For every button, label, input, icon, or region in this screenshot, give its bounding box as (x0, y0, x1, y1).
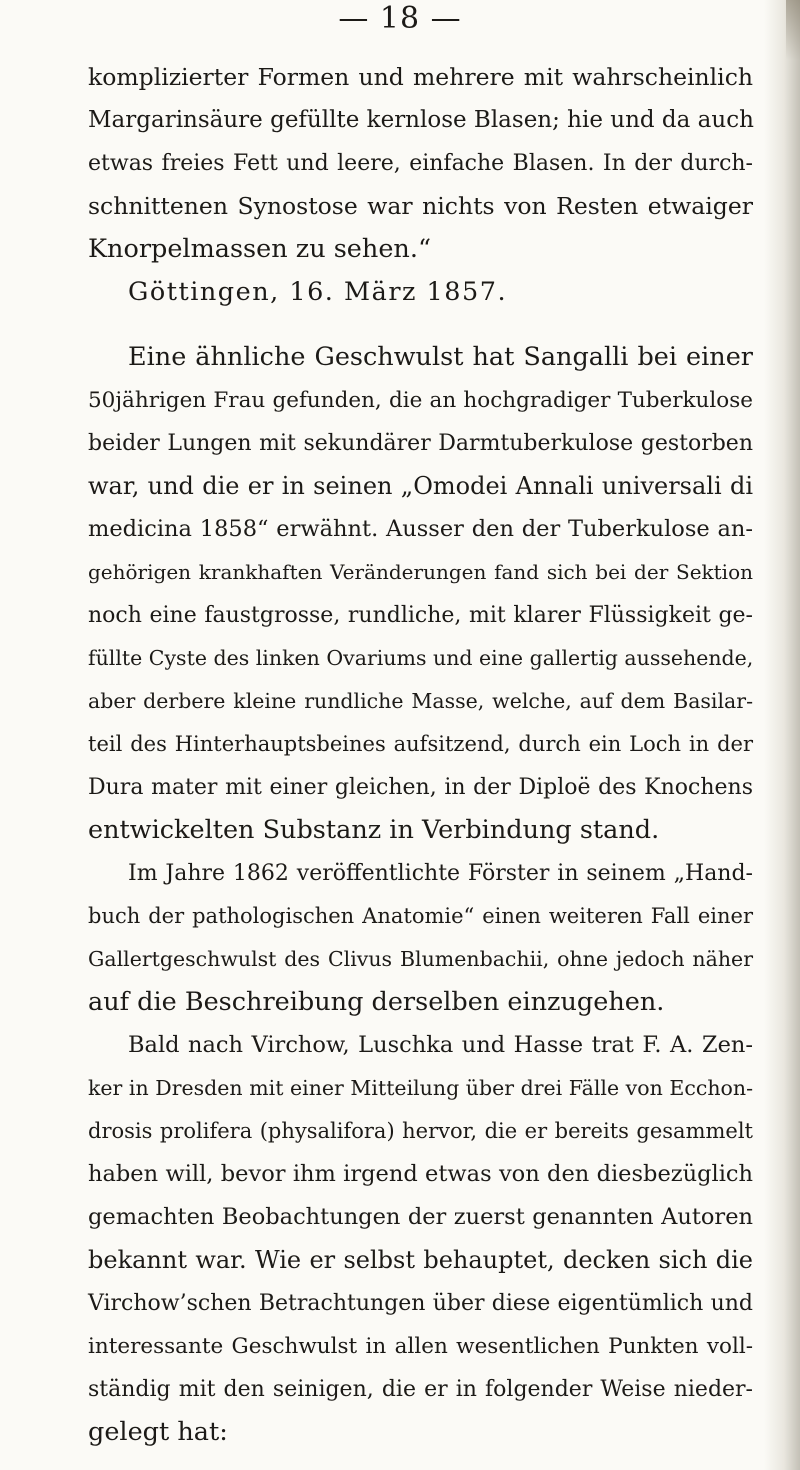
dateline: Göttingen, 16. März 1857. (128, 277, 508, 307)
text-line: haben will, bevor ihm irgend etwas von den diesbezüglich (88, 1161, 753, 1187)
text-line: Margarinsäure gefüllte kernlose Blasen; hie und da auch (88, 107, 754, 133)
text-line: füllte Cyste des linken Ovariums und eine gallertig aussehende, (88, 646, 754, 670)
text-line: interessante Geschwulst in allen wesentlichen Punkten voll- (88, 1334, 753, 1359)
text-line: etwas freies Fett und leere, einfache Blasen. In der durch- (88, 151, 753, 176)
text-line: buch der pathologischen Anatomie“ einen weiteren Fall einer (88, 904, 753, 928)
text-line: ständig mit den seinigen, die er in folgender Weise nieder- (88, 1377, 753, 1402)
page-edge-shadow (764, 0, 800, 1470)
paragraph-start-line: Bald nach Virchow, Luschka und Hasse trat F. A. Zen- (128, 1032, 753, 1058)
text-line: bekannt war. Wie er selbst behauptet, decken sich die (88, 1246, 753, 1274)
text-line: Dura mater mit einer gleichen, in der Diploë des Knochens (88, 775, 753, 800)
text-line: entwickelten Substanz in Verbindung stand. (88, 815, 660, 845)
text-line: schnittenen Synostose war nichts von Resten etwaiger (88, 192, 753, 220)
text-line: ker in Dresden mit einer Mitteilung über drei Fälle von Ecchon- (88, 1076, 753, 1100)
text-line: 50jährigen Frau gefunden, die an hochgradiger Tuberkulose (88, 388, 753, 413)
text-line: Virchow’schen Betrachtungen über diese eigentümlich und (88, 1291, 753, 1316)
text-line: gehörigen krankhaften Veränderungen fand sich bei der Sektion (88, 560, 753, 584)
text-line: noch eine faustgrosse, rundliche, mit klarer Flüssigkeit ge- (88, 603, 753, 628)
paragraph-gap (88, 314, 753, 336)
text-line: komplizierter Formen und mehrere mit wahrscheinlich (88, 63, 753, 91)
text-line: Knorpelmassen zu sehen.“ (88, 234, 431, 264)
text-line: war, und die er in seinen „Omodei Annali universali di (88, 472, 753, 500)
text-line: Gallertgeschwulst des Clivus Blumenbachii, ohne jedoch näher (88, 947, 753, 971)
text-line: drosis prolifera (physalifora) hervor, die er bereits gesammelt (88, 1119, 753, 1143)
text-line: gelegt hat: (88, 1417, 228, 1447)
text-line: aber derbere kleine rundliche Masse, welche, auf dem Basilar- (88, 689, 753, 713)
text-line: beider Lungen mit sekundärer Darmtuberkulose gestorben (88, 431, 753, 456)
body-text (88, 56, 753, 1454)
page-header (0, 0, 800, 38)
paragraph-start-line: Eine ähnliche Geschwulst hat Sangalli bei einer (128, 342, 753, 372)
text-line: medicina 1858“ erwähnt. Ausser den der Tuberkulose an- (88, 516, 753, 542)
text-line: teil des Hinterhauptsbeines aufsitzend, durch ein Loch in der (88, 732, 753, 756)
page-number: — 18 — (338, 1, 462, 36)
text-line: gemachten Beobachtungen der zuerst genannten Autoren (88, 1204, 753, 1230)
paragraph-start-line: Im Jahre 1862 veröffentlichte Förster in seinem „Hand- (128, 861, 753, 886)
text-line: auf die Beschreibung derselben einzugehen. (88, 987, 665, 1017)
